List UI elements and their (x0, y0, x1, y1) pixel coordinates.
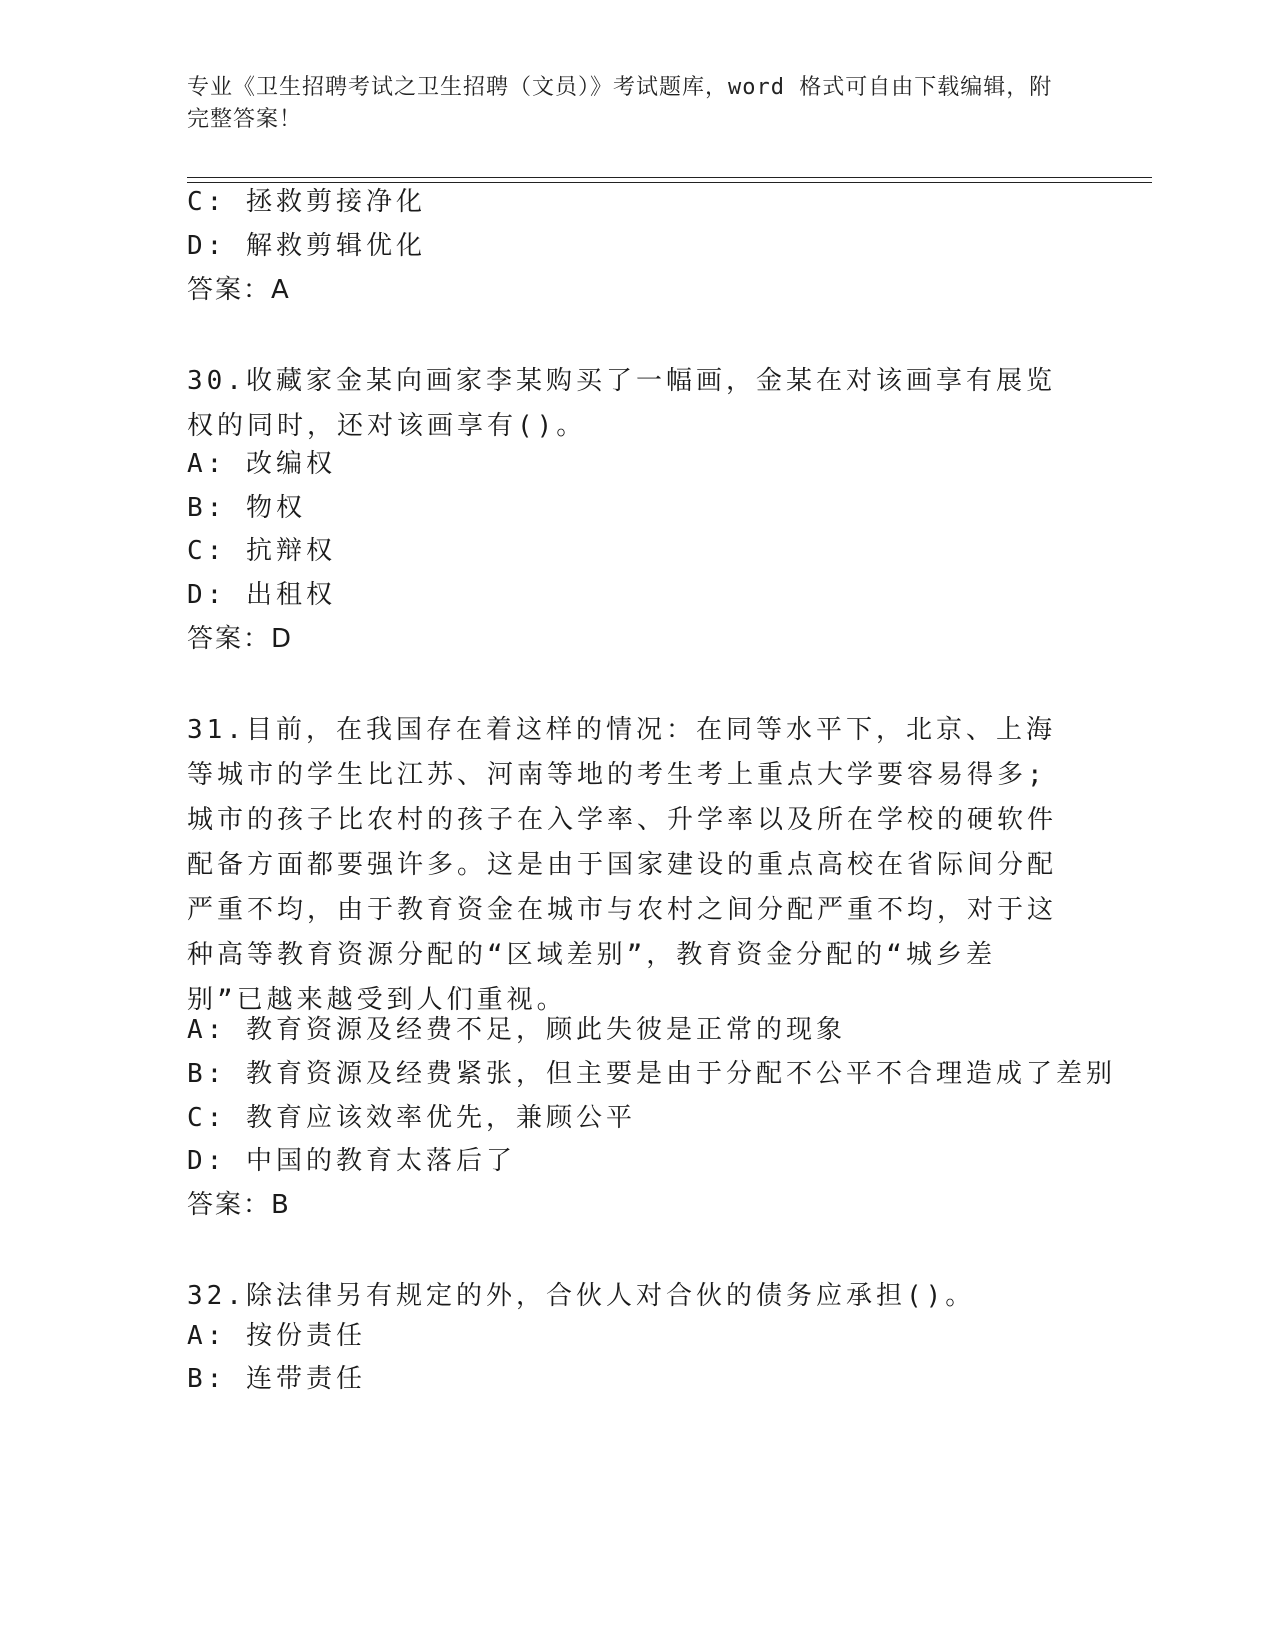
option-text: 教育资源及经费紧张，但主要是由于分配不公平不合理造成了差别 (245, 1059, 1116, 1089)
option-text: 出租权 (245, 580, 336, 610)
option-label: A: (187, 1015, 227, 1045)
option-b (187, 1058, 1116, 1090)
option-d (187, 1145, 516, 1177)
header-divider-bottom (187, 182, 1152, 183)
option-label: D: (187, 1146, 227, 1176)
option-text: 连带责任 (245, 1364, 366, 1394)
answer-line: 答案：B (187, 1190, 291, 1220)
option-c (187, 1102, 636, 1134)
option-c (187, 186, 426, 218)
option-text: 拯救剪接净化 (245, 187, 426, 217)
option-text: 中国的教育太落后了 (245, 1146, 516, 1176)
option-label: A: (187, 449, 227, 479)
question-stem: 32.除法律另有规定的外，合伙人对合伙的债务应承担()。 (187, 1281, 976, 1311)
answer-line: 答案：A (187, 275, 291, 305)
question-stem: 31.目前，在我国存在着这样的情况：在同等水平下，北京、上海等城市的学生比江苏、河南等地的考生考上重点大学要容易得多;城市的孩子比农村的孩子在入学率、升学率以及所在学校的硬软件配备方面都要强许多。这是由于国家建设的重点高校在省际间分配严重不均，由于教育资金在城市与农村之间分配严重不均，对于这种高等教育资源分配的“区域差别”，教育资金分配的“城乡差别”已越来越受到人们重视。 (187, 715, 1058, 1015)
option-d (187, 579, 336, 611)
option-a (187, 1014, 846, 1046)
option-label: B: (187, 1059, 227, 1089)
option-text: 按份责任 (245, 1321, 366, 1351)
option-label: C: (187, 187, 227, 217)
option-text: 改编权 (245, 449, 336, 479)
option-label: B: (187, 493, 227, 523)
option-text: 解救剪辑优化 (245, 231, 426, 261)
option-a (187, 448, 336, 480)
option-label: D: (187, 580, 227, 610)
option-text: 教育应该效率优先，兼顾公平 (245, 1103, 636, 1133)
option-text: 抗辩权 (245, 536, 336, 566)
answer-line: 答案：D (187, 624, 294, 654)
option-c (187, 535, 336, 567)
option-label: C: (187, 1103, 227, 1133)
option-a (187, 1320, 366, 1352)
option-text: 教育资源及经费不足，顾此失彼是正常的现象 (245, 1015, 846, 1045)
option-b (187, 1363, 366, 1395)
option-label: B: (187, 1364, 227, 1394)
option-d (187, 230, 426, 262)
option-label: D: (187, 231, 227, 261)
header-divider-top (187, 177, 1152, 178)
option-label: A: (187, 1321, 227, 1351)
option-text: 物权 (245, 493, 306, 523)
question-stem: 30.收藏家金某向画家李某购买了一幅画，金某在对该画享有展览权的同时，还对该画享有()。 (187, 366, 1056, 441)
option-label: C: (187, 536, 227, 566)
document-header: 专业《卫生招聘考试之卫生招聘（文员）》考试题库，word 格式可自由下载编辑，附完整答案！ (187, 75, 1053, 132)
option-b (187, 492, 306, 524)
